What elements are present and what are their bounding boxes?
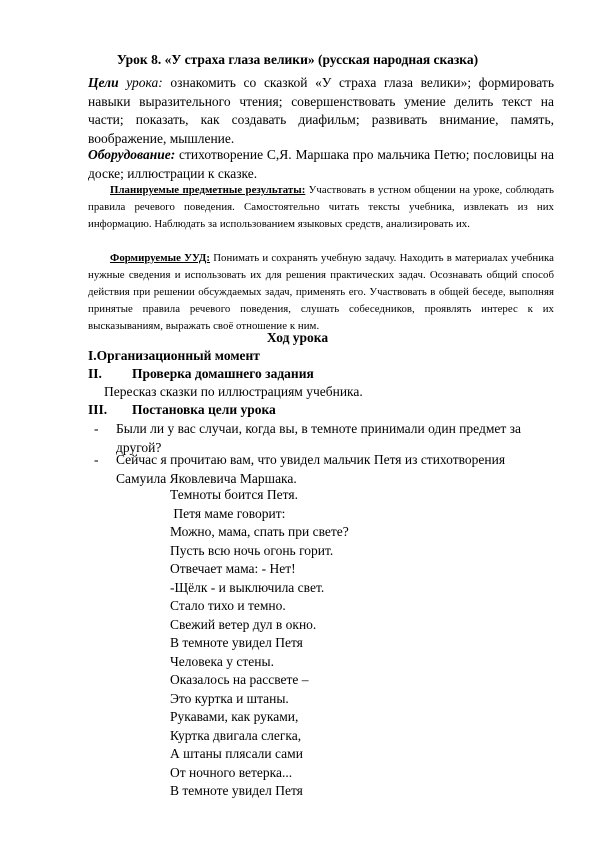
poem-line: Это куртка и штаны. <box>170 690 289 706</box>
poem-line: Петя маме говорит: <box>170 505 286 521</box>
list-item-text: Сейчас я прочитаю вам, что увидел мальчик Петя из стихотворения Самуила Яковлевича Маршака. <box>116 452 506 486</box>
goals-label: Цели <box>88 75 119 90</box>
poem-line: Куртка двигала слегка, <box>170 727 302 743</box>
poem-line: Оказалось на рассвете – <box>170 672 309 687</box>
poem-line: Свежий ветер дул в окно. <box>170 616 317 632</box>
section-1-heading: I.Организационный момент <box>88 348 260 363</box>
poem-line: -Щёлк - и выключила свет. <box>170 579 325 595</box>
uud-label: Формируемые УУД: <box>110 252 211 264</box>
poem-line: В темноте увидел Петя <box>170 635 303 650</box>
section-3-heading <box>88 402 276 418</box>
section-3-number: III. <box>88 402 108 417</box>
lesson-title: Урок 8. «У страха глаза велики» (русская народная сказка) <box>116 52 479 67</box>
poem <box>170 486 349 801</box>
poem-line: А штаны плясали сами <box>170 746 303 761</box>
uud-text: Понимать и сохранять учебную задачу. Находить в материалах учебника нужные сведения и использовать их для решения практических задач. Осознавать общий способ действия при решении обсуждаемых задач, применять его. Участвовать в общей беседе, выполняя принятые правила речевого поведения, слушать собеседников, проявлять интерес к их высказываниям, выражать своё отношение к ним. <box>88 252 554 332</box>
section-2-number: II. <box>88 366 102 381</box>
list-item-text: Были ли у вас случаи, когда вы, в темноте принимали один предмет за другой? <box>116 421 521 455</box>
equipment-label: Оборудование: <box>88 147 176 162</box>
uud-paragraph <box>88 250 554 335</box>
goals-label-suffix: урока: <box>118 75 163 90</box>
dash-marker: - <box>94 452 99 467</box>
results-text: Участвовать в устном общении на уроке, соблюдать правила речевого поведения. Самостоятельно читать тексты учебника, извлекать из них информацию. Наблюдать за использованием языковых средств, анализировать их. <box>88 184 554 230</box>
course-heading: Ход урока <box>266 330 329 345</box>
poem-line: Человека у стены. <box>170 653 274 669</box>
results-label: Планируемые предметные результаты: <box>110 184 306 196</box>
poem-line: Рукавами, как руками, <box>170 709 299 724</box>
poem-line: Отвечает мама: - Нет! <box>170 561 296 576</box>
results-paragraph <box>88 182 554 233</box>
section-2-text: Пересказ сказки по иллюстрациям учебника. <box>104 384 363 399</box>
section-2-title: Проверка домашнего задания <box>132 366 314 381</box>
section-2-heading <box>88 366 314 382</box>
dash-marker: - <box>94 421 99 436</box>
list-item <box>94 451 544 488</box>
poem-line: От ночного ветерка... <box>170 764 293 780</box>
goals-text: ознакомить со сказкой «У страха глаза велики»; формировать навыки выразительного чтения; совершенствовать умение делить текст на части; показать, как создавать диафильм; развивать внимание, память, воображение, мышление. <box>88 75 554 146</box>
poem-line: Темноты боится Петя. <box>170 487 298 502</box>
goals-paragraph <box>88 74 554 148</box>
equipment-text: стихотворение С,Я. Маршака про мальчика Петю; пословицы на доске; иллюстрации к сказке. <box>88 147 554 181</box>
poem-line: В темноте увидел Петя <box>170 783 303 798</box>
poem-line: Пусть всю ночь огонь горит. <box>170 542 334 558</box>
section-3-title: Постановка цели урока <box>132 402 276 417</box>
poem-line: Можно, мама, спать при свете? <box>170 524 349 539</box>
poem-line: Стало тихо и темно. <box>170 598 286 613</box>
equipment-paragraph <box>88 146 554 183</box>
